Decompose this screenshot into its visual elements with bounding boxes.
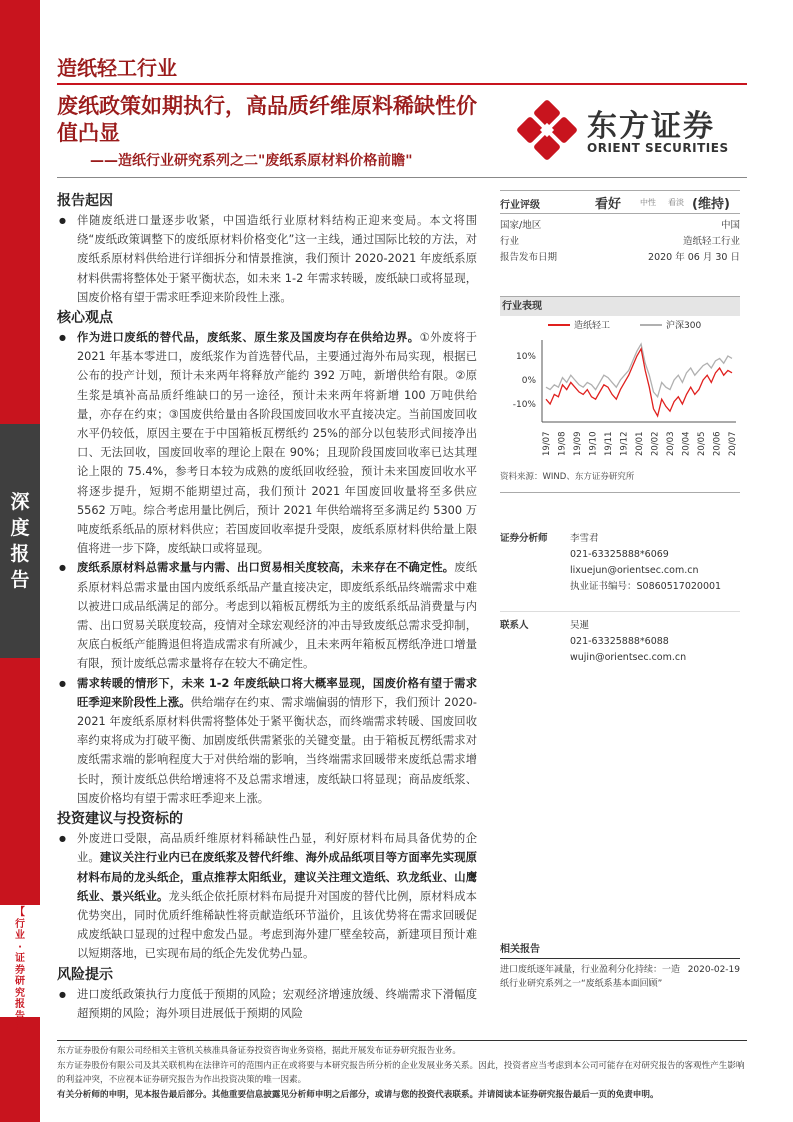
related-reports-heading: 相关报告 (500, 940, 740, 959)
main-column (57, 190, 477, 1023)
related-reports (500, 940, 740, 991)
related-report-title[interactable]: 进口废纸逐年减量，行业盈利分化持续：一造纸行业研究系列之一“废纸系基本面回顾” (500, 965, 681, 989)
report-type-char: 深 (10, 491, 30, 513)
origin-paragraph (57, 211, 477, 307)
analyst-email[interactable]: lixuejun@orientsec.com.cn (570, 565, 699, 576)
core-point-2 (57, 558, 477, 673)
vertical-tag-char: 】 (15, 1022, 25, 1033)
core-point-2-text: 废纸系原材料总需求量由国内废纸系纸品产量直接决定，即废纸系纸品终端需求中难以被进口成品纸满足的部分。考虑到以箱板瓦楞纸为主的废纸系纸品消费量与内需、出口贸易关联度较高，疫情对全球宏观经济的冲击导致废纸总需求受抑制，灰底白板纸产能腾退但将造成需求有所减少，且未来两年箱板瓦楞纸净进口增量有限，预计废纸总需求量将存在较大不确定性。 (77, 561, 477, 671)
section-heading-invest: 投资建议与投资标的 (57, 811, 183, 828)
rating-option-negative: 看淡 (668, 198, 684, 207)
info-key: 报告发布日期 (500, 252, 558, 263)
section-heading-risk: 风险提示 (57, 966, 113, 983)
report-type-tag (0, 424, 40, 658)
section-heading-core: 核心观点 (57, 310, 113, 327)
invest-lead: 建议关注行业内已在废纸浆及替代纤维、海外成品纸项目等方面率先实现原材料布局的龙头纸企，重点推荐太阳纸业，建议关注理文造纸、玖龙纸业、山鹰纸业、景兴纸业。 (77, 851, 477, 903)
vertical-tag-char: 究 (15, 987, 25, 999)
x-tick-label: 19/08 (557, 431, 568, 456)
footer-line-2: 东方证券股份有限公司及其关联机构在法律许可的范围内正在或将要与本研究报告所分析的企业发展业务关系。因此，投资者应当考虑到本公司可能存在对研究报告的客观性产生影响的利益冲突，不应视本证券研究报告为作出投资决策的唯一因素。 (57, 1060, 745, 1085)
logo-name-en: ORIENT SECURITIES (587, 141, 729, 155)
section-heading-origin: 报告起因 (57, 193, 113, 209)
contact-role: 联系人 (500, 620, 529, 631)
bullet-icon: ● (59, 834, 66, 844)
core-point-2-lead: 废纸系原材料总需求量与内需、出口贸易相关度较高，未来存在不确定性。 (77, 561, 455, 575)
x-tick-label: 20/07 (728, 431, 738, 456)
x-tick-label: 20/02 (650, 431, 661, 456)
contact-email[interactable]: wujin@orientsec.com.cn (570, 652, 687, 663)
y-tick-label: 0% (521, 376, 536, 386)
y-tick-label: 10% (515, 352, 536, 362)
vertical-tag-char: 业 (15, 930, 25, 941)
legend-label: 造纸轻工 (574, 321, 611, 331)
core-point-3-lead: 需求转暖的情形下，未来 1-2 年废纸缺口将大概率显现，国废价格有望于需求旺季迎来阶段性上涨。 (77, 676, 477, 709)
rating-option-neutral: 中性 (640, 198, 656, 207)
related-report-item[interactable] (500, 963, 740, 991)
logo-mark-icon (514, 97, 580, 163)
analyst-block (500, 531, 740, 595)
invest-text-1: 外废进口受限，高品质纤维原材料稀缺性凸显，利好原材料布局具备优势的企业。 (77, 832, 477, 865)
contact-block (500, 611, 740, 666)
vertical-tag-char: · (18, 941, 22, 953)
info-value: 2020 年 06 月 30 日 (648, 252, 740, 263)
related-report-date: 2020-02-19 (687, 965, 740, 975)
x-tick-label: 19/07 (542, 431, 552, 456)
core-point-1-lead: 作为进口废纸的替代品，废纸浆、原生浆及国废均存在供给边界。 (77, 331, 420, 345)
logo-name-cn: 东方证券 (587, 109, 715, 144)
bullet-icon: ● (59, 989, 66, 999)
rating-keep: (维持) (692, 197, 730, 212)
bullet-icon: ● (59, 678, 66, 688)
x-tick-label: 19/09 (573, 431, 583, 456)
performance-chart-svg (500, 316, 740, 466)
vertical-tag-char: 【 (15, 907, 25, 918)
footer-line-1: 东方证券股份有限公司经相关主管机关核准具备证券投资咨询业务资格，据此开展发布证券研究报告业务。 (57, 1046, 461, 1056)
y-tick-label: -10% (512, 400, 536, 410)
title-divider (57, 177, 747, 178)
info-key: 国家/地区 (500, 220, 542, 231)
bullet-icon: ● (59, 216, 66, 225)
contact-name: 吴暹 (570, 620, 590, 631)
x-tick-label: 20/06 (712, 431, 723, 456)
performance-chart (500, 316, 740, 466)
risk-text: 进口废纸政策执行力度低于预期的风险；宏观经济增速放缓、终端需求下滑幅度超预期的风险；海外项目进展低于预期的风险 (77, 987, 477, 1020)
x-tick-label: 19/10 (588, 431, 599, 456)
core-point-1 (57, 328, 477, 558)
vertical-tag-char: 券 (15, 964, 25, 976)
info-column (500, 190, 740, 666)
vertical-tag-char: 行 (15, 918, 25, 930)
analyst-name: 李雪君 (570, 533, 599, 544)
disclaimer-footer (57, 1044, 747, 1102)
performance-heading: 行业表现 (500, 296, 740, 316)
info-value: 中国 (720, 220, 740, 231)
industry-label: 造纸轻工行业 (57, 56, 177, 80)
x-tick-label: 20/03 (666, 431, 676, 456)
report-type-char: 度 (10, 517, 30, 539)
rating-value: 看好 (595, 197, 622, 212)
invest-text-2: 龙头纸企依托原材料布局提升对国废的替代比例，原材料成本优势突出，同时优质纤维稀缺性将贡献造纸环节溢价，且该优势将在需求回暖促成废纸缺口显现的过程中愈发凸显。考虑到海外建厂壁垒较高，新建项目预计难以短期落地，已实现布局的纸企先发优势凸显。 (77, 889, 477, 961)
info-row-date (500, 250, 740, 266)
header-divider (57, 83, 747, 85)
vertical-tag-char: 证 (15, 953, 25, 964)
company-logo (510, 95, 740, 165)
vertical-tag-char: 告 (15, 1010, 25, 1022)
info-key: 行业 (500, 236, 520, 247)
footer-divider (57, 1040, 747, 1041)
core-point-1-text: ①外废将于 2021 年基本零进口，废纸浆作为首选替代品，主要通过海外布局实现，根据已公布的投产计划，预计未来两年将释放产能约 392 万吨，新增供给有限。②原生浆是填补高品质纤维缺口的另一途径，预计未来两年将新增 100 万吨供给量，亦存在约束；③国废供给量由各阶段国废回收水平直接决定。当前国废回收水平仍较低，原因主要在于中国箱板瓦楞纸约 25%的部分以包装形式间接净出口、无法回收，国废回收率的理论上限在 90%；且现阶段国废回收率已达其理论上限的 75.4%，参考日本较为成熟的废纸回收经验，预计未来国废回收水平将逐步提升，短期不能期望过高，我们预计 2021 年国废回收量将至多供应 5562 万吨。综合考虑用量比例后，预计 2021 年供给端将至多满足约 5300 万吨废纸系纸品的原材料供应；若国废回收率提升受限，废纸系原材料供给量上限值将进一步下降，废纸缺口或将显现。 (77, 331, 477, 556)
series-line (546, 349, 732, 416)
footer-line-3: 有关分析师的申明，见本报告最后部分。其他重要信息披露见分析师申明之后部分，或请与您的投资代表联系。并请阅读本证券研究报告最后一页的免责申明。 (57, 1089, 659, 1100)
analyst-license: 执业证书编号：S0860517020001 (570, 581, 722, 592)
vertical-tag-char: 报 (15, 999, 25, 1010)
legend-label: 沪深300 (666, 321, 702, 331)
x-tick-label: 20/05 (697, 431, 707, 456)
rating-label: 行业评级 (500, 200, 540, 211)
contact-phone: 021-63325888*6088 (570, 636, 669, 647)
vertical-tag (0, 905, 40, 1033)
analyst-role: 证券分析师 (500, 533, 548, 544)
x-tick-label: 19/11 (604, 431, 614, 456)
x-tick-label: 19/12 (619, 431, 630, 456)
bullet-icon: ● (59, 563, 66, 573)
report-type-char: 告 (10, 569, 30, 591)
info-value: 造纸轻工行业 (682, 236, 740, 247)
info-row-industry (500, 234, 740, 250)
report-type-char: 报 (10, 543, 30, 565)
x-tick-label: 20/04 (681, 431, 692, 456)
x-tick-label: 20/01 (635, 431, 645, 456)
rating-row (500, 190, 740, 214)
invest-paragraph (57, 829, 477, 963)
report-title: 废纸政策如期执行，高品质纤维原料稀缺性价值凸显 (57, 94, 477, 145)
risk-paragraph (57, 985, 477, 1023)
bullet-icon: ● (59, 333, 66, 343)
core-point-3-text: 供给端存在约束、需求端偏弱的情形下，我们预计 2020-2021 年废纸系原材料供需将整体处于紧平衡状态，而终端需求转暖、国废回收率约束将成为打破平衡、加剧废纸供需紧张的关键变量。由于箱板瓦楞纸需求对废纸需求端的影响程度大于对供给端的影响，当终端需求回暖带来废纸总需求增长时，预计废纸总供给增速将不及总需求增速，废纸缺口将显现；商品废纸浆、国废价格均有望于需求旺季迎来上涨。 (77, 695, 477, 805)
report-subtitle: ——造纸行业研究系列之二"废纸系原材料价格前瞻" (90, 153, 413, 169)
core-point-3 (57, 674, 477, 808)
origin-text: 伴随废纸进口量逐步收紧，中国造纸行业原材料结构正迎来变局。本文将围绕“废纸政策调整下的废纸原材料价格变化”这一主线，通过国际比较的方法，对废纸系原材料供给进行详细拆分和情景推演，我们预计 2020-2021 年废纸系原材料供需将整体处于紧平衡状态，如未来 1-2 年需求转暖，废纸缺口或将显现，国废价格有望于需求旺季迎来阶段性上涨。 (77, 214, 477, 304)
chart-source: 资料来源：WIND、东方证券研究所 (500, 466, 740, 493)
info-row-region (500, 218, 740, 234)
vertical-tag-char: 研 (15, 976, 25, 987)
analyst-phone: 021-63325888*6069 (570, 549, 669, 560)
